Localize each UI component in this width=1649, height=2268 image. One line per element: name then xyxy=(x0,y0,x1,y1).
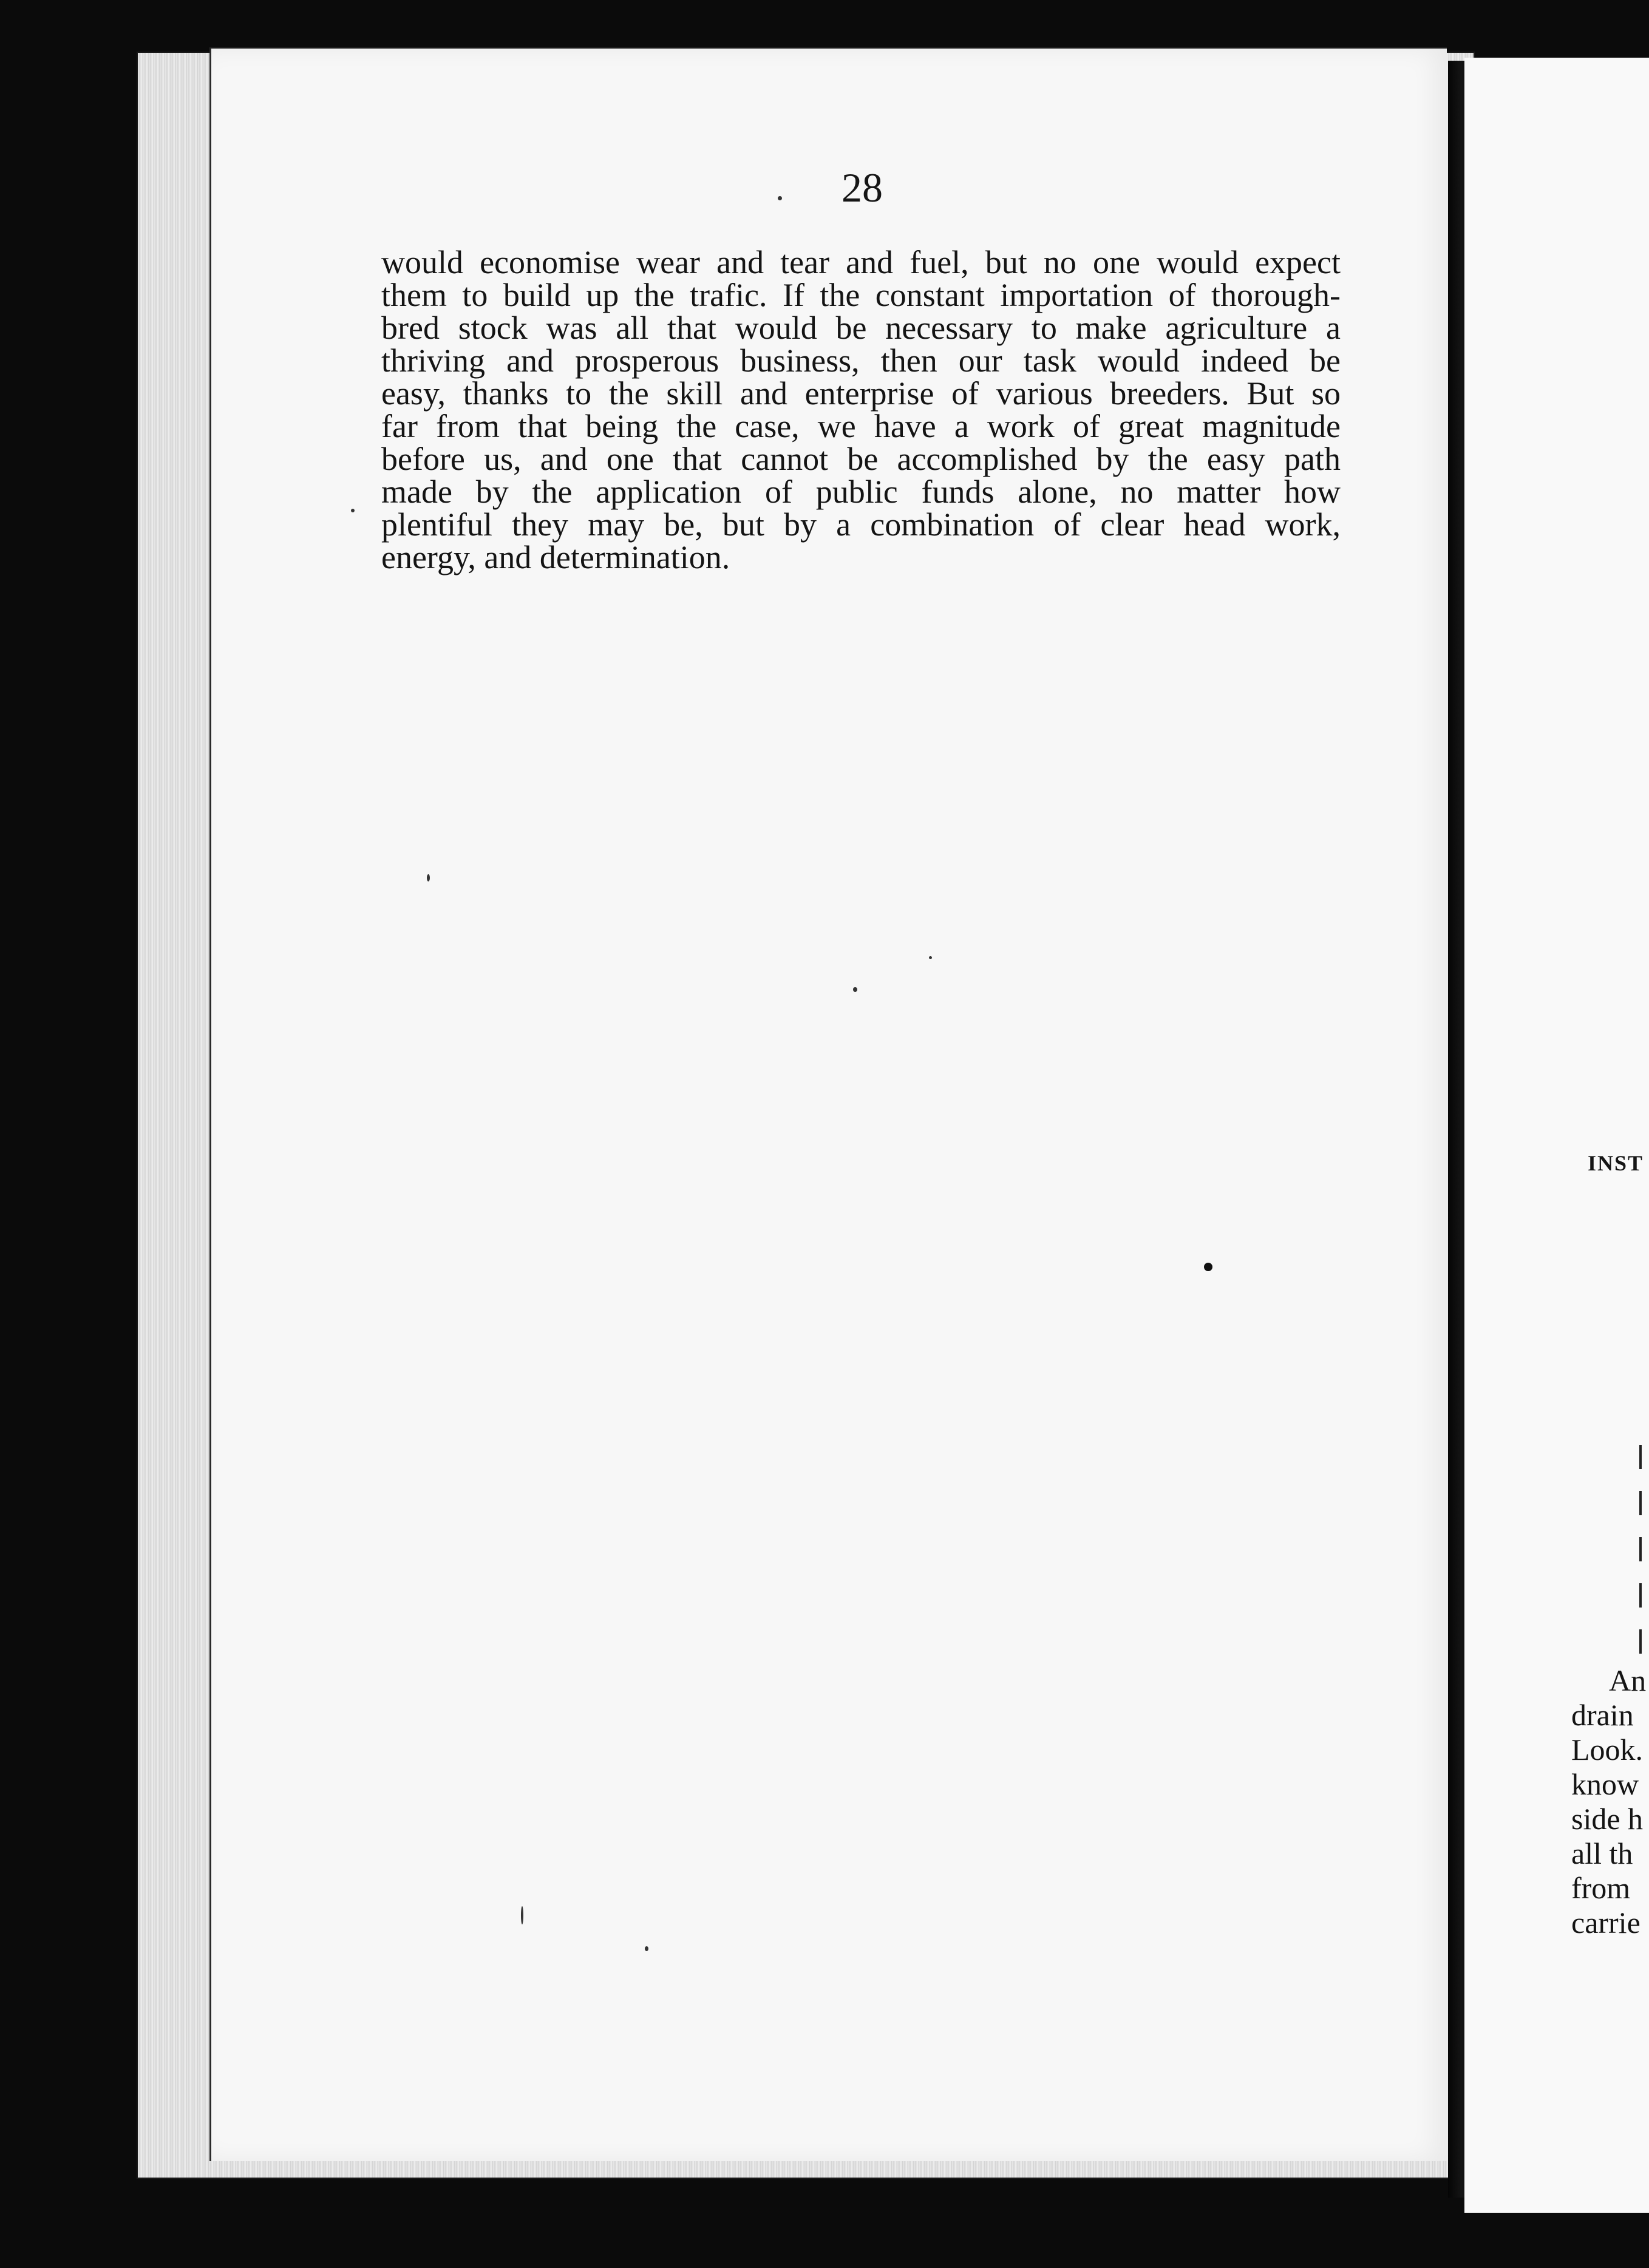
margin-mark xyxy=(1639,1583,1649,1608)
text-line: them to build up the trafic. If the constant importation of thorough- xyxy=(381,277,1341,313)
text-line: thriving and prosperous business, then our task would indeed be xyxy=(381,342,1341,379)
text-line: drain xyxy=(1571,1698,1634,1732)
body-paragraph xyxy=(381,246,1341,574)
print-speck xyxy=(351,509,355,512)
print-speck xyxy=(778,196,782,200)
margin-mark xyxy=(1639,1445,1649,1469)
print-speck xyxy=(853,987,857,992)
text-line: carrie xyxy=(1571,1906,1640,1940)
right-page-heading: INST xyxy=(1588,1151,1644,1175)
text-line: before us, and one that cannot be accomplished by the easy path xyxy=(381,441,1341,477)
text-line: energy, and determination. xyxy=(381,539,730,575)
print-speck xyxy=(645,1946,648,1951)
text-line: side h xyxy=(1571,1802,1644,1836)
print-speck xyxy=(427,874,430,881)
margin-mark xyxy=(1639,1629,1649,1654)
text-line: easy, thanks to the skill and enterprise of various breeders. But so xyxy=(381,375,1341,412)
text-line: would economise wear and tear and fuel, but no one would expect xyxy=(381,244,1341,280)
text-line: An xyxy=(1609,1663,1647,1697)
margin-mark xyxy=(1639,1537,1649,1561)
print-speck xyxy=(929,956,932,959)
right-page-text xyxy=(1571,1663,1646,1940)
right-page-margin-marks xyxy=(1639,1445,1649,1676)
print-speck xyxy=(1204,1263,1212,1271)
print-speck xyxy=(521,1906,523,1924)
margin-mark xyxy=(1639,1491,1649,1515)
text-line: know xyxy=(1571,1767,1639,1801)
page-number: 28 xyxy=(841,165,883,211)
text-line: from xyxy=(1571,1871,1631,1905)
text-line: Look. xyxy=(1571,1733,1644,1767)
text-line: plentiful they may be, but by a combination of clear head work, xyxy=(381,506,1341,543)
text-line: all th xyxy=(1571,1836,1633,1870)
text-line: far from that being the case, we have a work of great magnitude xyxy=(381,408,1341,444)
text-line: bred stock was all that would be necessary to make agriculture a xyxy=(381,310,1341,346)
text-line: made by the application of public funds alone, no matter how xyxy=(381,474,1341,510)
